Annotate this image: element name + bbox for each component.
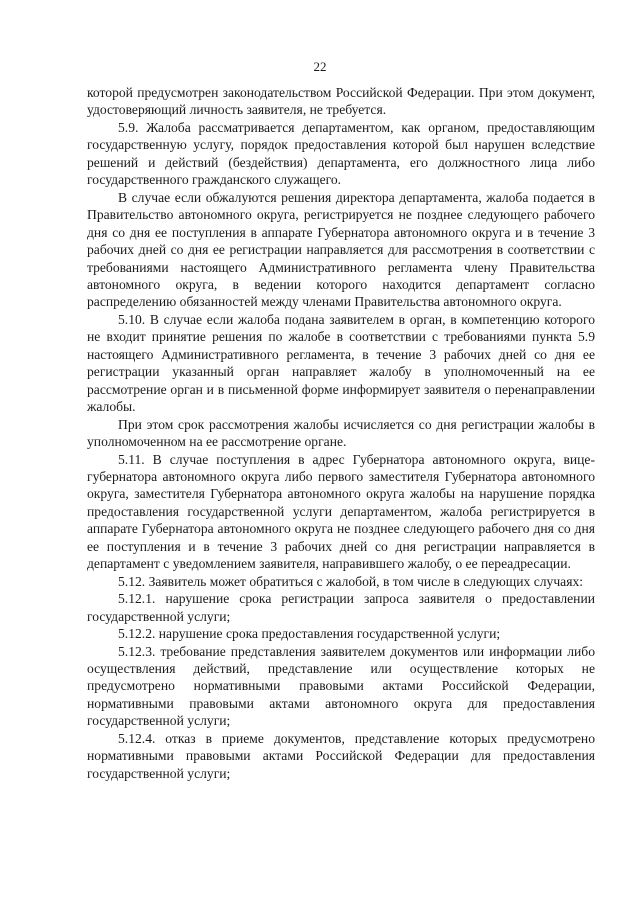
paragraph-5-12-4: 5.12.4. отказ в приеме документов, представление которых предусмотрено нормативными правовыми актами Российской Федерации для предоставления государственной услуги; <box>87 730 595 781</box>
paragraph-5-12-3: 5.12.3. требование представления заявителем документов или информации либо осуществления действий, представление или осуществление которых не предусмотрено нормативными правовыми актами Российской Федерации, нормативными правовыми актами автономного округа для предоставления государственной услуги; <box>87 643 595 729</box>
paragraph-5-12: 5.12. Заявитель может обратиться с жалобой, в том числе в следующих случаях: <box>118 573 584 589</box>
page-number: 22 <box>313 59 327 74</box>
paragraph-director-complaint: В случае если обжалуются решения директора департамента, жалоба подается в Правительство автономного округа, регистрируется не позднее следующего рабочего дня со дня ее поступления в аппарате Губернатора автономного округа и в течение 3 рабочих дней со дня ее регистрации направляется для рассмотрения в соответствии с требованиями настоящего Административного регламента члену Правительства автономного округа, в ведении которого находится департамент согласно распределению обязанностей между членами Правительства автономного округа. <box>87 189 595 310</box>
paragraph-5-10: 5.10. В случае если жалоба подана заявителем в орган, в компетенцию которого не входит принятие решения по жалобе в соответствии с требованиями пункта 5.9 настоящего Административного регламента, в течение 3 рабочих дней со дня ее регистрации указанный орган направляет жалобу в уполномоченный на ее рассмотрение орган и в письменной форме информирует заявителя о перенаправлении жалобы. <box>87 311 595 415</box>
paragraph-5-11: 5.11. В случае поступления в адрес Губернатора автономного округа, вице-губернатора автономного округа либо первого заместителя Губернатора автономного округа, заместителя Губернатора автономного округа жалобы на нарушение порядка предоставления государственной услуги департаментом, жалоба регистрируется в аппарате Губернатора автономного округа не позднее следующего рабочего дня со дня ее поступления и в течение 3 рабочих дней со дня регистрации направляется в департамент с уведомлением заявителя, направившего жалобу, о ее переадресации. <box>87 451 595 572</box>
document-body <box>87 84 595 782</box>
paragraph-5-12-2: 5.12.2. нарушение срока предоставления государственной услуги; <box>118 626 501 642</box>
paragraph-review-term: При этом срок рассмотрения жалобы исчисляется со дня регистрации жалобы в уполномоченном на ее рассмотрение органе. <box>87 416 595 450</box>
paragraph-5-12-1: 5.12.1. нарушение срока регистрации запроса заявителя о предоставлении государственной услуги; <box>87 591 595 624</box>
paragraph-5-9: 5.9. Жалоба рассматривается департаментом, как органом, предоставляющим государственную услугу, порядок предоставления которой был нарушен вследствие решений и действий (бездействия) департамента, его должностного лица либо государственного гражданского служащего. <box>87 119 595 188</box>
paragraph-continuation: которой предусмотрен законодательством Российской Федерации. При этом документ, удостоверяющий личность заявителя, не требуется. <box>87 85 595 118</box>
